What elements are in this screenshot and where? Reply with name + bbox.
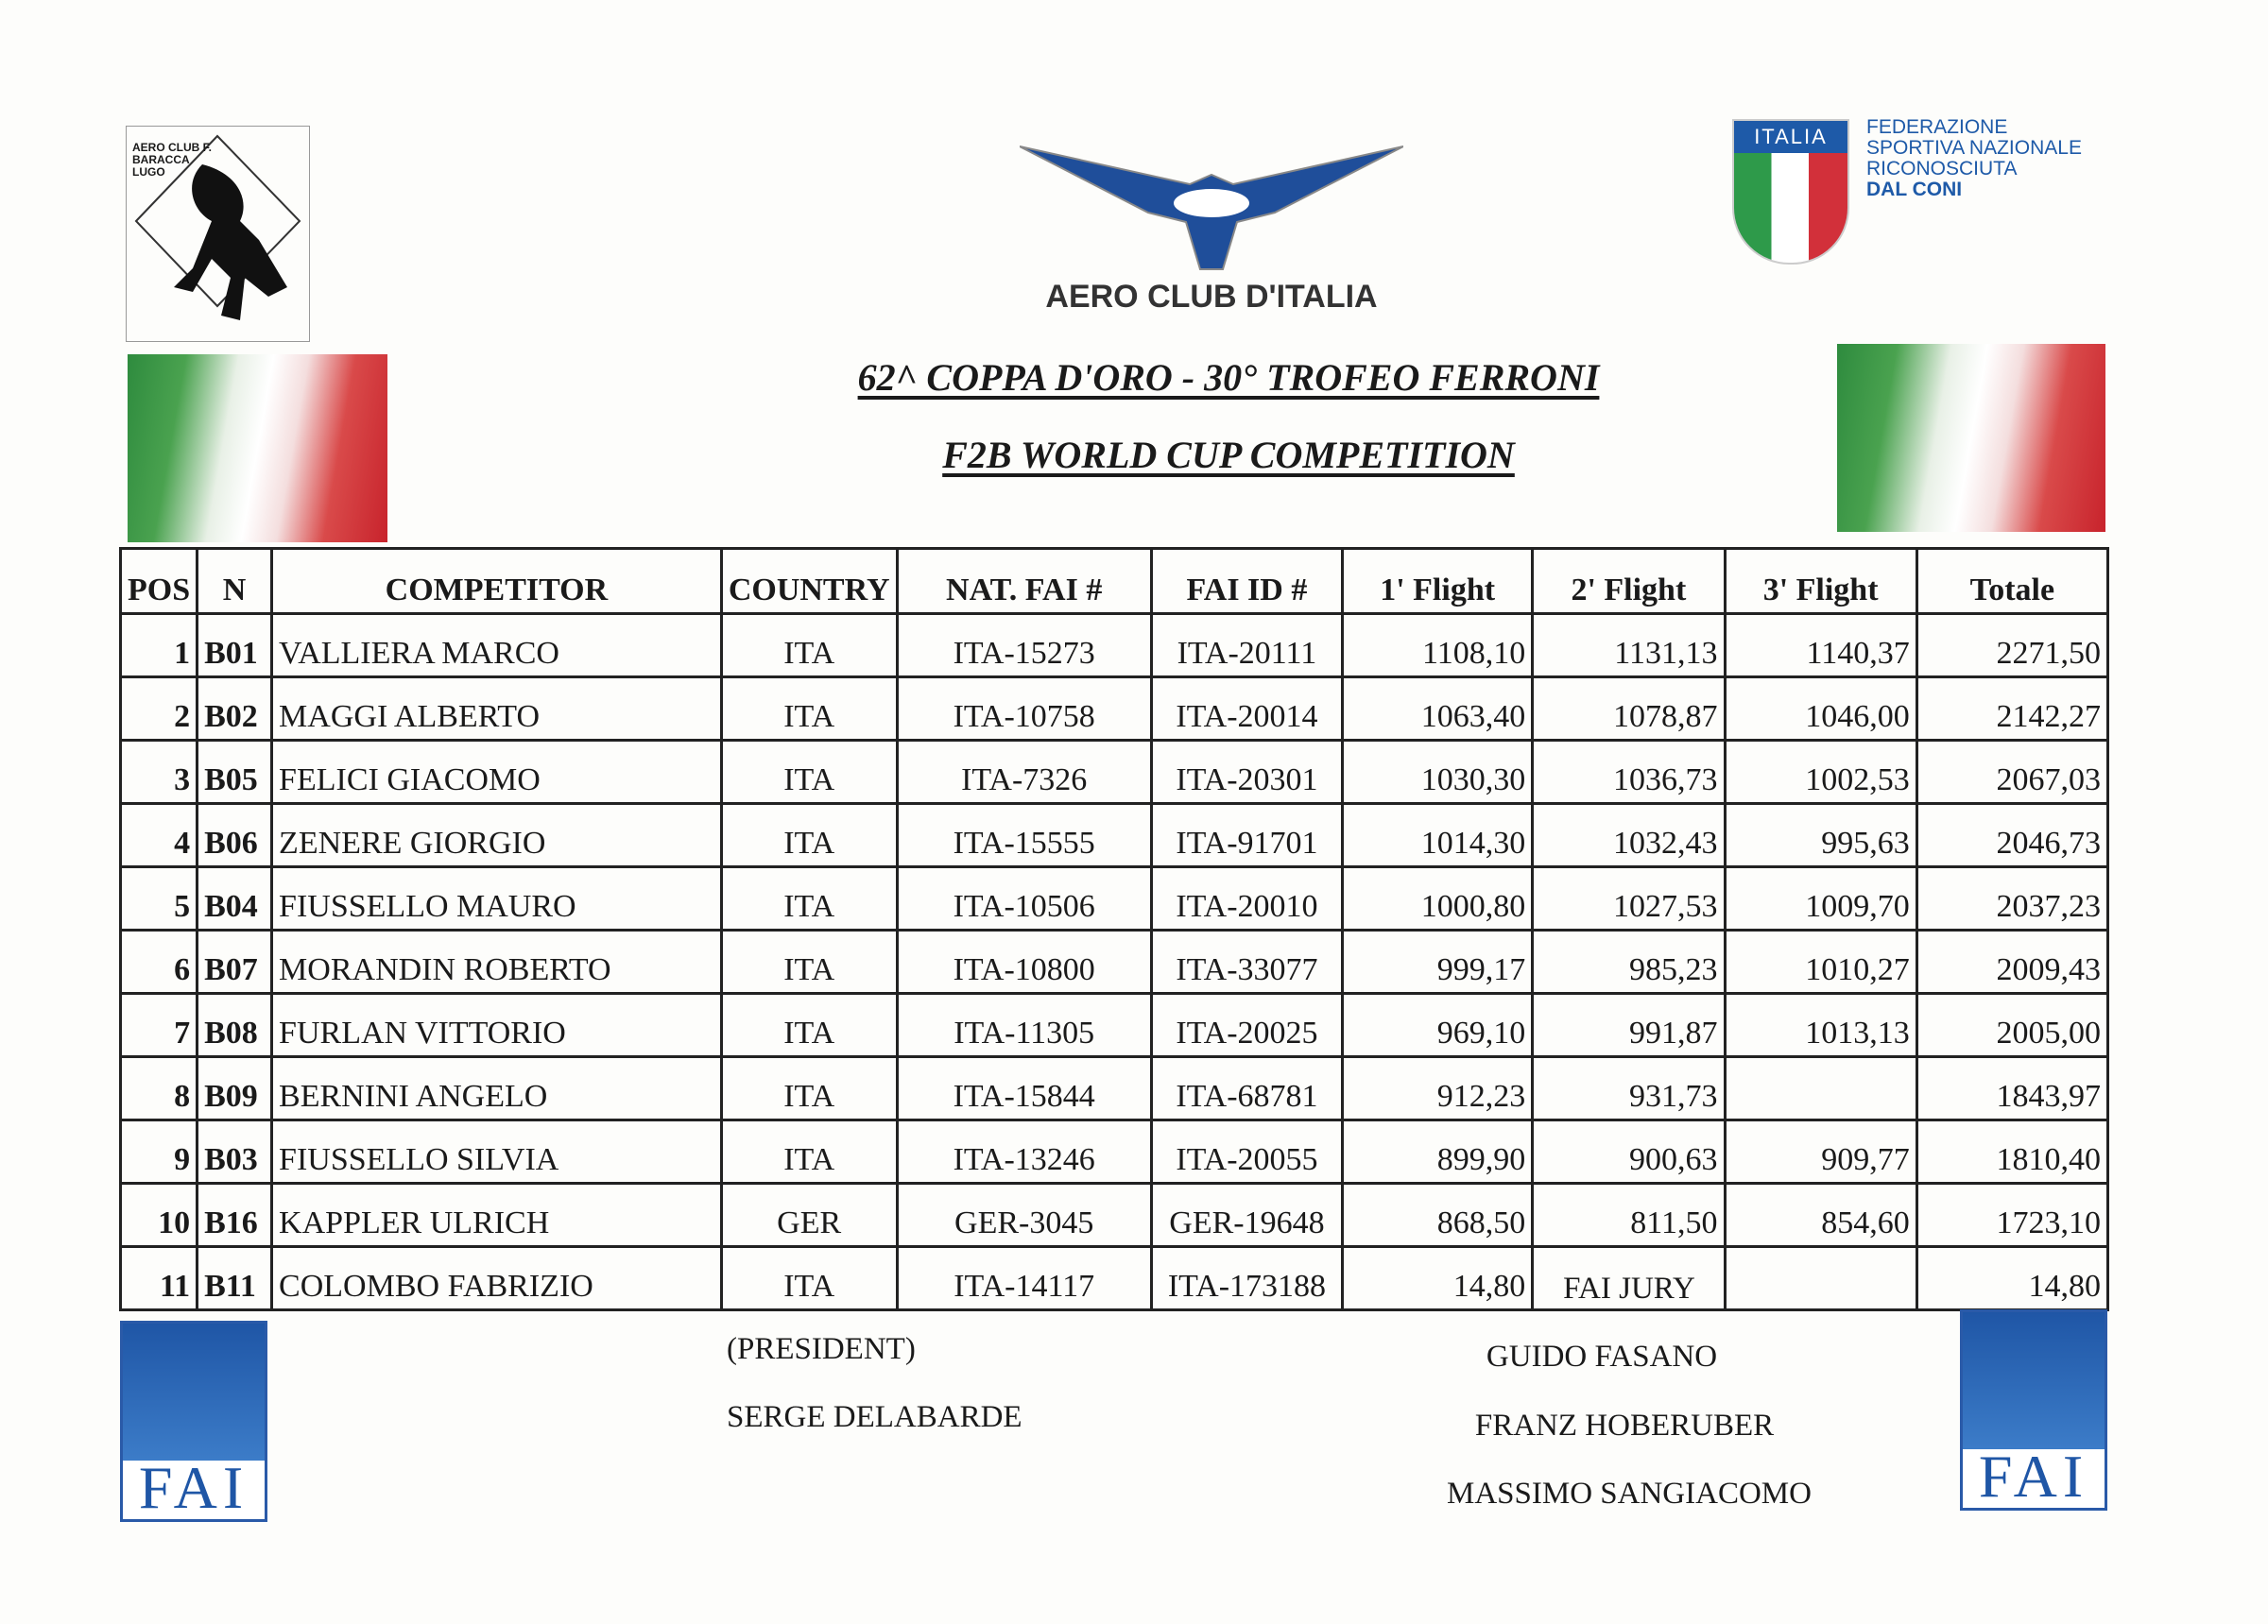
table-cell: 1108,10 xyxy=(1343,614,1533,677)
table-cell: 931,73 xyxy=(1533,1057,1725,1120)
table-cell: 2005,00 xyxy=(1916,994,2107,1057)
table-cell: 1030,30 xyxy=(1343,741,1533,804)
table-cell: 2009,43 xyxy=(1916,931,2107,994)
table-cell: KAPPLER ULRICH xyxy=(272,1184,722,1247)
table-cell: VALLIERA MARCO xyxy=(272,614,722,677)
table-cell: ITA-20025 xyxy=(1151,994,1342,1057)
table-cell: 1027,53 xyxy=(1533,867,1725,931)
table-cell: 4 xyxy=(121,804,198,867)
table-header xyxy=(121,549,2108,614)
table-cell: ITA-173188 xyxy=(1151,1247,1342,1310)
aero-club-lugo-text: AERO CLUB F. BARACCA LUGO xyxy=(132,141,212,179)
table-cell: FIUSSELLO MAURO xyxy=(272,867,722,931)
column-header: COMPETITOR xyxy=(272,549,722,614)
table-cell: 9 xyxy=(121,1120,198,1184)
table-cell: MAGGI ALBERTO xyxy=(272,677,722,741)
table-cell: 854,60 xyxy=(1725,1184,1916,1247)
table-cell: 909,77 xyxy=(1725,1120,1916,1184)
coni-line: FEDERAZIONE xyxy=(1866,116,2008,138)
table-cell: ITA-10758 xyxy=(897,677,1151,741)
results-table xyxy=(119,547,2109,1311)
table-cell: ITA-20014 xyxy=(1151,677,1342,741)
table-cell: B01 xyxy=(198,614,272,677)
table-cell: 11 xyxy=(121,1247,198,1310)
table-cell: ITA xyxy=(721,614,897,677)
table-cell: 1014,30 xyxy=(1343,804,1533,867)
table-cell: 3 xyxy=(121,741,198,804)
table-cell: 1009,70 xyxy=(1725,867,1916,931)
table-cell: ITA-20010 xyxy=(1151,867,1342,931)
table-cell: 10 xyxy=(121,1184,198,1247)
table-cell: 969,10 xyxy=(1343,994,1533,1057)
president-name: SERGE DELABARDE xyxy=(727,1400,1022,1434)
table-cell: 1013,13 xyxy=(1725,994,1916,1057)
table-cell: COLOMBO FABRIZIO xyxy=(272,1247,722,1310)
table-cell: 7 xyxy=(121,994,198,1057)
column-header: 1' Flight xyxy=(1343,549,1533,614)
table-cell: 1046,00 xyxy=(1725,677,1916,741)
table-cell: ITA-20301 xyxy=(1151,741,1342,804)
table-cell: 1131,13 xyxy=(1533,614,1725,677)
table-row xyxy=(121,741,2108,804)
table-row xyxy=(121,867,2108,931)
table-cell: 2 xyxy=(121,677,198,741)
table-cell: B03 xyxy=(198,1120,272,1184)
table-cell: 1036,73 xyxy=(1533,741,1725,804)
table-cell: ZENERE GIORGIO xyxy=(272,804,722,867)
table-cell: B09 xyxy=(198,1057,272,1120)
table-cell: 1140,37 xyxy=(1725,614,1916,677)
table-cell: ITA-15844 xyxy=(897,1057,1151,1120)
table-cell: ITA-15273 xyxy=(897,614,1151,677)
competition-title: 62^ COPPA D'ORO - 30° TROFEO FERRONI xyxy=(857,356,1600,399)
table-cell: 5 xyxy=(121,867,198,931)
table-cell: GER xyxy=(721,1184,897,1247)
coni-line: SPORTIVA NAZIONALE xyxy=(1866,137,2082,159)
italia-shield xyxy=(1732,119,1849,265)
table-cell: ITA xyxy=(721,804,897,867)
table-cell: B04 xyxy=(198,867,272,931)
table-cell: 999,17 xyxy=(1343,931,1533,994)
jury-label: FAI JURY xyxy=(1563,1272,1695,1306)
table-row xyxy=(121,1057,2108,1120)
fai-logo-right xyxy=(1960,1309,2107,1511)
coni-line: DAL CONI xyxy=(1866,179,1963,200)
table-cell: MORANDIN ROBERTO xyxy=(272,931,722,994)
table-cell: ITA-91701 xyxy=(1151,804,1342,867)
table-cell: 2046,73 xyxy=(1916,804,2107,867)
coni-logo xyxy=(1728,115,2116,266)
jury-member: FRANZ HOBERUBER xyxy=(1474,1409,1775,1443)
table-cell: 1000,80 xyxy=(1343,867,1533,931)
table-cell: FELICI GIACOMO xyxy=(272,741,722,804)
table-cell: 912,23 xyxy=(1343,1057,1533,1120)
aeci-mark: AeCI xyxy=(1190,192,1236,215)
table-cell: 14,80 xyxy=(1916,1247,2107,1310)
table-row xyxy=(121,1184,2108,1247)
table-cell: B06 xyxy=(198,804,272,867)
competition-subtitle: F2B WORLD CUP COMPETITION xyxy=(942,434,1515,476)
coni-badge: ITALIA xyxy=(1734,121,1847,153)
table-cell: ITA-14117 xyxy=(897,1247,1151,1310)
column-header: Totale xyxy=(1916,549,2107,614)
coni-line: RICONOSCIUTA xyxy=(1866,158,2018,179)
table-cell: ITA-7326 xyxy=(897,741,1151,804)
table-cell: ITA-33077 xyxy=(1151,931,1342,994)
table-cell: 1078,87 xyxy=(1533,677,1725,741)
table-cell: 14,80 xyxy=(1343,1247,1533,1310)
table-cell: B16 xyxy=(198,1184,272,1247)
jury-member: GUIDO FASANO xyxy=(1486,1340,1718,1374)
table-cell: ITA xyxy=(721,931,897,994)
table-cell: ITA-15555 xyxy=(897,804,1151,867)
table-cell: ITA xyxy=(721,867,897,931)
table-cell: BERNINI ANGELO xyxy=(272,1057,722,1120)
table-cell: ITA-20111 xyxy=(1151,614,1342,677)
table-cell: 2271,50 xyxy=(1916,614,2107,677)
table-cell: 899,90 xyxy=(1343,1120,1533,1184)
table-cell: 1843,97 xyxy=(1916,1057,2107,1120)
table-cell: FIUSSELLO SILVIA xyxy=(272,1120,722,1184)
table-cell: 868,50 xyxy=(1343,1184,1533,1247)
table-cell: 1723,10 xyxy=(1916,1184,2107,1247)
table-cell: 1002,53 xyxy=(1725,741,1916,804)
fai-logo-text: FAI xyxy=(1978,1443,2089,1510)
column-header: COUNTRY xyxy=(721,549,897,614)
table-cell: 991,87 xyxy=(1533,994,1725,1057)
table-cell: B11 xyxy=(198,1247,272,1310)
coni-text xyxy=(1866,117,2082,200)
table-cell: 8 xyxy=(121,1057,198,1120)
table-cell: B07 xyxy=(198,931,272,994)
table-cell: 811,50 xyxy=(1533,1184,1725,1247)
table-cell xyxy=(1725,1057,1916,1120)
column-header: POS xyxy=(121,549,198,614)
table-cell: ITA xyxy=(721,741,897,804)
table-cell: 6 xyxy=(121,931,198,994)
table-cell: 2067,03 xyxy=(1916,741,2107,804)
table-cell: ITA-11305 xyxy=(897,994,1151,1057)
column-header: 2' Flight xyxy=(1533,549,1725,614)
table-row xyxy=(121,931,2108,994)
table-cell: ITA-20055 xyxy=(1151,1120,1342,1184)
column-header: 3' Flight xyxy=(1725,549,1916,614)
table-cell: ITA-68781 xyxy=(1151,1057,1342,1120)
fai-logo-text: FAI xyxy=(138,1454,249,1521)
table-cell: ITA-10506 xyxy=(897,867,1151,931)
table-cell: 1 xyxy=(121,614,198,677)
table-cell: 1063,40 xyxy=(1343,677,1533,741)
table-cell: 900,63 xyxy=(1533,1120,1725,1184)
aero-club-italia-logo xyxy=(1020,137,1403,316)
table-row xyxy=(121,614,2108,677)
table-cell: 1032,43 xyxy=(1533,804,1725,867)
table-cell: ITA xyxy=(721,677,897,741)
table-cell: 995,63 xyxy=(1725,804,1916,867)
table-row xyxy=(121,1120,2108,1184)
table-cell: 985,23 xyxy=(1533,931,1725,994)
aeci-name: AERO CLUB D'ITALIA xyxy=(1045,279,1378,315)
table-cell: ITA xyxy=(721,1120,897,1184)
fai-logo-left xyxy=(120,1321,267,1522)
table-row xyxy=(121,994,2108,1057)
table-row xyxy=(121,677,2108,741)
table-cell: 1810,40 xyxy=(1916,1120,2107,1184)
president-label: (PRESIDENT) xyxy=(727,1332,916,1366)
table-cell: ITA xyxy=(721,994,897,1057)
table-row xyxy=(121,804,2108,867)
table-cell: 2037,23 xyxy=(1916,867,2107,931)
table-cell: B08 xyxy=(198,994,272,1057)
table-cell: ITA-10800 xyxy=(897,931,1151,994)
table-cell: ITA xyxy=(721,1247,897,1310)
table-cell: ITA-13246 xyxy=(897,1120,1151,1184)
column-header: FAI ID # xyxy=(1151,549,1342,614)
table-cell: B05 xyxy=(198,741,272,804)
table-cell: 1010,27 xyxy=(1725,931,1916,994)
aero-club-lugo-logo xyxy=(126,126,310,342)
column-header: NAT. FAI # xyxy=(897,549,1151,614)
table-cell: 2142,27 xyxy=(1916,677,2107,741)
jury-member: MASSIMO SANGIACOMO xyxy=(1447,1477,1812,1511)
table-cell: ITA xyxy=(721,1057,897,1120)
table-cell: FURLAN VITTORIO xyxy=(272,994,722,1057)
table-cell: B02 xyxy=(198,677,272,741)
table-cell: GER-19648 xyxy=(1151,1184,1342,1247)
table-cell: GER-3045 xyxy=(897,1184,1151,1247)
column-header: N xyxy=(198,549,272,614)
